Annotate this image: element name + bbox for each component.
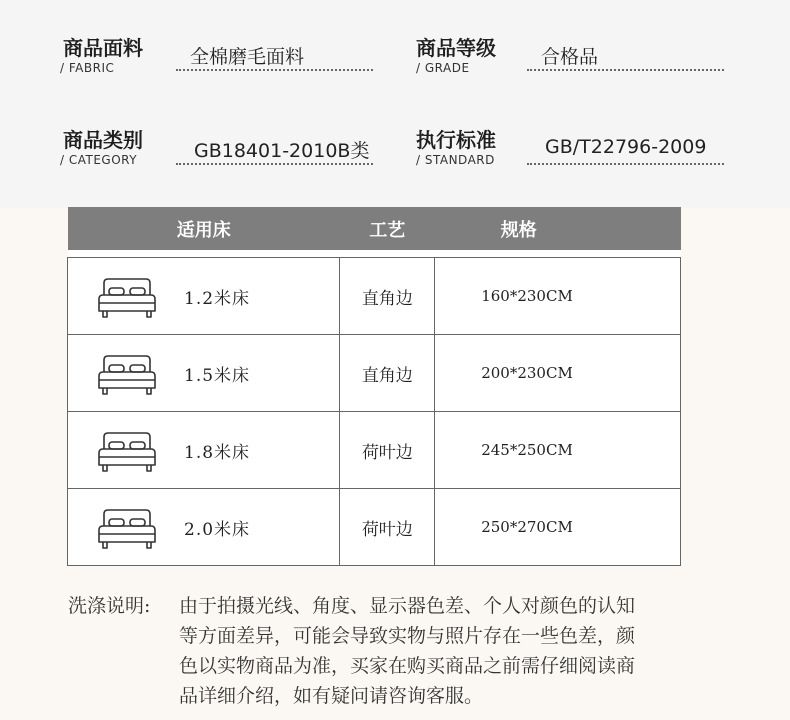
craft-cell: 荷叶边	[340, 412, 435, 489]
fabric-value: 全棉磨毛面料	[190, 46, 305, 68]
care-note-line: 品详细介绍，如有疑问请咨询客服。	[179, 685, 484, 707]
bed-size: 2.0米床	[184, 520, 251, 540]
bed-cell	[68, 335, 340, 412]
craft-cell: 直角边	[340, 258, 435, 335]
grade-value: 合格品	[541, 46, 599, 68]
bed-icon	[96, 506, 158, 556]
standard-value: GB/T22796-2009	[545, 136, 707, 158]
spec-cell: 250*270CM	[435, 489, 681, 566]
table-row	[68, 489, 681, 566]
bed-cell	[68, 412, 340, 489]
craft-cell: 直角边	[340, 335, 435, 412]
header-craft: 工艺	[340, 207, 435, 250]
header-spec: 规格	[435, 207, 681, 250]
bed-icon	[96, 275, 158, 325]
spec-cell: 245*250CM	[435, 412, 681, 489]
category-value: GB18401-2010B类	[194, 140, 370, 162]
fabric-label: 商品面料	[63, 36, 143, 60]
grade-underline	[527, 69, 724, 71]
craft-cell: 荷叶边	[340, 489, 435, 566]
spec-cell: 200*230CM	[435, 335, 681, 412]
spec-cell: 160*230CM	[435, 258, 681, 335]
fabric-underline	[176, 69, 373, 71]
care-note-label: 洗涤说明:	[68, 595, 151, 617]
table-row	[68, 258, 681, 335]
standard-label-en: / STANDARD	[416, 153, 495, 167]
standard-underline	[527, 163, 724, 165]
table-row	[68, 412, 681, 489]
category-label: 商品类别	[63, 128, 143, 152]
care-note-line: 由于拍摄光线、角度、显示器色差、个人对颜色的认知	[179, 595, 636, 617]
grade-label: 商品等级	[416, 36, 496, 60]
fabric-label-en: / FABRIC	[60, 61, 115, 75]
bed-icon	[96, 352, 158, 402]
product-info-panel	[0, 0, 790, 208]
category-underline	[176, 163, 373, 165]
table-row	[68, 335, 681, 412]
care-note-line: 色以实物商品为准，买家在购买商品之前需仔细阅读商	[179, 655, 636, 677]
table-spacer	[68, 250, 681, 258]
care-note-text	[179, 591, 739, 711]
header-bed: 适用床	[68, 207, 340, 250]
category-label-en: / CATEGORY	[60, 153, 138, 167]
care-note-line: 等方面差异，可能会导致实物与照片存在一些色差，颜	[179, 625, 636, 647]
table-header-row	[68, 207, 681, 250]
bed-size: 1.8米床	[184, 443, 251, 463]
grade-label-en: / GRADE	[416, 61, 470, 75]
size-table	[67, 207, 681, 566]
bed-size: 1.5米床	[184, 366, 251, 386]
bed-cell	[68, 258, 340, 335]
bed-cell	[68, 489, 340, 566]
standard-label: 执行标准	[416, 128, 496, 152]
bed-size: 1.2米床	[184, 289, 251, 309]
bed-icon	[96, 429, 158, 479]
